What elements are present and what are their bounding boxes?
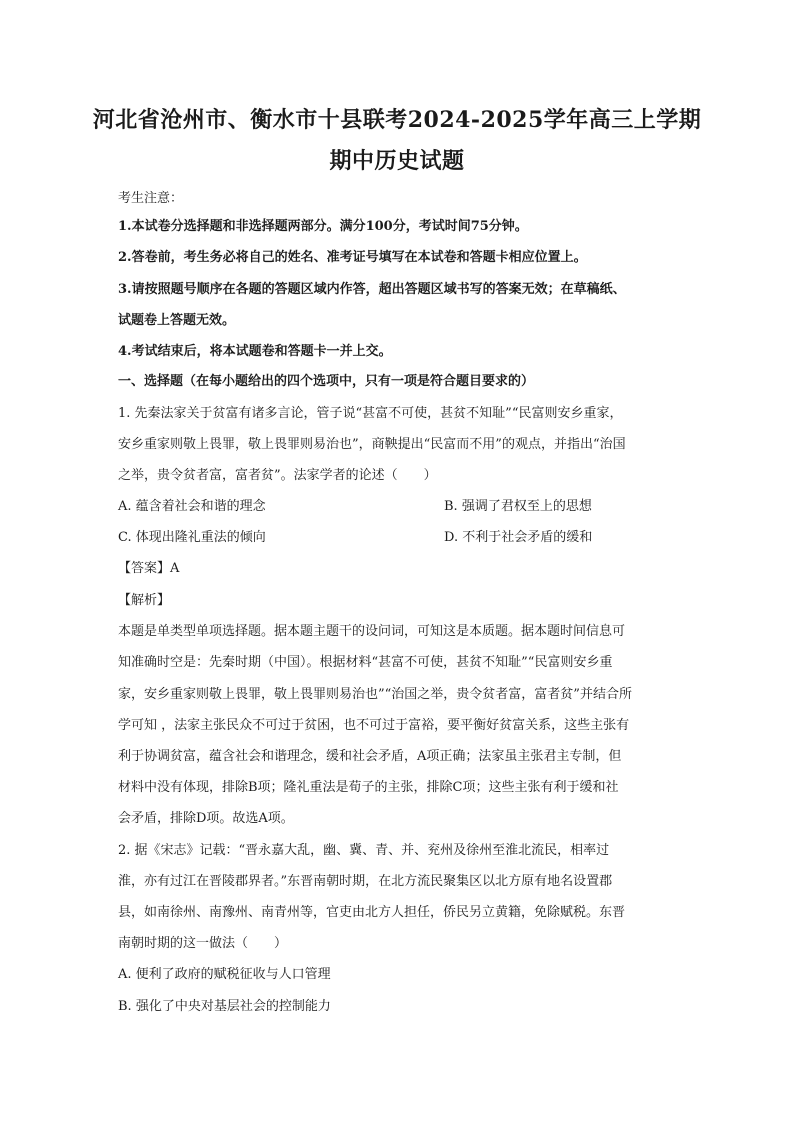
notice-item-4: 4.考试结束后，将本试题卷和答题卡一并上交。 xyxy=(118,344,392,359)
q1-analysis-line-7: 会矛盾，排除D项。故选A项。 xyxy=(118,811,294,826)
section-heading: 一、选择题（在每小题给出的四个选项中，只有一项是符合题目要求的） xyxy=(118,374,535,389)
exam-title-line-2: 期中历史试题 xyxy=(329,148,465,174)
q1-option-d: D. 不利于社会矛盾的缓和 xyxy=(444,530,593,545)
notice-item-1: 1.本试卷分选择题和非选择题两部分。满分100分，考试时间75分钟。 xyxy=(118,219,528,234)
q2-stem-line-1: 2. 据《宋志》记载：“晋永嘉大乱，幽、冀、青、并、兖州及徐州至淮北流民，相率过 xyxy=(118,843,610,858)
notice-item-3: 3.请按照题号顺序在各题的答题区域内作答，超出答题区域书写的答案无效；在草稿纸、 xyxy=(118,282,626,297)
q1-stem-line-3: 之举，贵令贫者富，富者贫”。法家学者的论述（ ） xyxy=(118,468,437,483)
q1-analysis-line-4: 学可知 ，法家主张民众不可过于贫困，也不可过于富裕，要平衡好贫富关系，这些主张有 xyxy=(118,718,630,733)
q1-analysis-line-2: 知准确时空是：先秦时期（中国）。根据材料“甚富不可使，甚贫不知耻”“民富则安乡重 xyxy=(118,655,613,670)
q1-stem-line-1: 1. 先秦法家关于贫富有诸多言论，管子说“甚富不可使，甚贫不知耻”“民富则安乡重家， xyxy=(118,406,623,421)
q1-option-b: B. 强调了君权至上的思想 xyxy=(444,499,592,514)
q1-analysis-line-3: 家，安乡重家则敬上畏罪，敬上畏罪则易治也”“治国之举，贵令贫者富，富者贫”并结合所 xyxy=(118,687,632,702)
q1-analysis-line-6: 材料中没有体现，排除B项；隆礼重法是荀子的主张，排除C项；这些主张有利于缓和社 xyxy=(118,780,619,795)
notice-item-2: 2.答卷前，考生务必将自己的姓名、准考证号填写在本试卷和答题卡相应位置上。 xyxy=(118,250,587,265)
exam-title-line-1: 河北省沧州市、衡水市十县联考2024-2025学年高三上学期 xyxy=(92,107,702,133)
q2-stem-line-2: 淮，亦有过江在晋陵郡界者。”东晋南朝时期，在北方流民聚集区以北方原有地名设置郡 xyxy=(118,874,613,889)
notice-heading: 考生注意： xyxy=(118,191,184,206)
q2-option-b: B. 强化了中央对基层社会的控制能力 xyxy=(118,999,331,1014)
q2-stem-line-3: 县，如南徐州、南豫州、南青州等，官吏由北方人担任，侨民另立黄籍，免除赋税。东晋 xyxy=(118,905,626,920)
q1-option-a: A. 蕴含着社会和谐的理念 xyxy=(118,499,266,514)
q1-option-c: C. 体现出隆礼重法的倾向 xyxy=(118,530,266,545)
q1-answer: 【答案】A xyxy=(118,561,180,576)
q2-option-a: A. 便利了政府的赋税征收与人口管理 xyxy=(118,967,331,982)
q1-analysis-heading: 【解析】 xyxy=(118,593,171,608)
q1-analysis-line-1: 本题是单类型单项选择题。据本题主题干的设问词，可知这是本质题。据本题时间信息可 xyxy=(118,624,626,639)
notice-item-3-cont: 试题卷上答题无效。 xyxy=(118,313,236,328)
q1-stem-line-2: 安乡重家则敬上畏罪，敬上畏罪则易治也”，商鞅提出“民富而不用”的观点，并指出“治国 xyxy=(118,437,626,452)
q2-stem-line-4: 南朝时期的这一做法（ ） xyxy=(118,936,288,951)
q1-analysis-line-5: 利于协调贫富，蕴含社会和谐理念，缓和社会矛盾，A项正确；法家虽主张君主专制，但 xyxy=(118,749,622,764)
